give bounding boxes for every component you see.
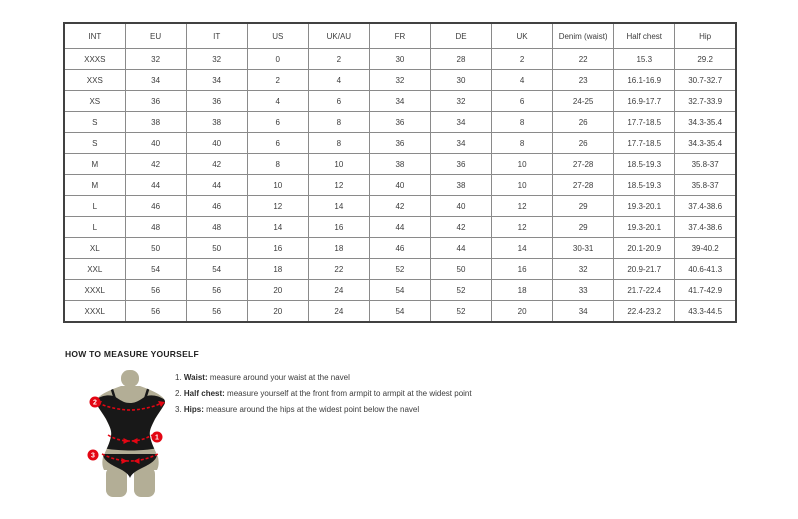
mannequin-illustration (82, 370, 178, 498)
table-cell: 40.6-41.3 (675, 259, 736, 280)
table-cell: 52 (369, 259, 430, 280)
table-cell: 32 (430, 91, 491, 112)
table-cell: 43.3-44.5 (675, 301, 736, 323)
table-cell: 20 (247, 301, 308, 323)
table-cell: 17.7-18.5 (614, 133, 675, 154)
table-cell: 0 (247, 49, 308, 70)
table-cell: 2 (247, 70, 308, 91)
table-cell: 8 (492, 133, 553, 154)
table-cell: 34 (369, 91, 430, 112)
table-cell: 8 (308, 133, 369, 154)
table-cell: L (64, 217, 125, 238)
table-row (64, 238, 736, 259)
table-cell: 12 (492, 196, 553, 217)
table-cell: 40 (430, 196, 491, 217)
table-cell: 8 (247, 154, 308, 175)
table-cell: 6 (247, 133, 308, 154)
badge-chest (90, 397, 101, 408)
table-cell: 15.3 (614, 49, 675, 70)
table-row (64, 49, 736, 70)
table-cell: 50 (430, 259, 491, 280)
table-cell: 54 (369, 301, 430, 323)
table-cell: 6 (308, 91, 369, 112)
table-cell: 34 (430, 133, 491, 154)
svg-text:3: 3 (91, 452, 95, 460)
table-cell: 36 (430, 154, 491, 175)
left-thigh (106, 467, 127, 497)
table-cell: XXL (64, 259, 125, 280)
table-cell: 54 (125, 259, 186, 280)
table-cell: XXXL (64, 301, 125, 323)
table-cell: 6 (492, 91, 553, 112)
table-cell: 14 (492, 238, 553, 259)
table-cell: 14 (247, 217, 308, 238)
table-cell: XXS (64, 70, 125, 91)
column-header: Denim (waist) (553, 23, 614, 49)
table-cell: 29.2 (675, 49, 736, 70)
table-cell: 42 (186, 154, 247, 175)
table-cell: 32 (186, 49, 247, 70)
table-cell: 23 (553, 70, 614, 91)
table-cell: 56 (186, 280, 247, 301)
instruction-text: measure around your waist at the navel (207, 373, 350, 382)
instruction-number: 2. (175, 389, 182, 398)
table-cell: 18 (308, 238, 369, 259)
table-cell: 16.9-17.7 (614, 91, 675, 112)
table-cell: 8 (308, 112, 369, 133)
table-cell: 20 (247, 280, 308, 301)
table-cell: 16 (247, 238, 308, 259)
table-cell: 36 (186, 91, 247, 112)
instruction-number: 3. (175, 405, 182, 414)
table-cell: 54 (186, 259, 247, 280)
table-cell: 24 (308, 280, 369, 301)
column-header: UK/AU (308, 23, 369, 49)
table-cell: 4 (492, 70, 553, 91)
column-header: Hip (675, 23, 736, 49)
table-cell: 38 (186, 112, 247, 133)
table-cell: 34.3-35.4 (675, 133, 736, 154)
table-cell: 20.1-20.9 (614, 238, 675, 259)
table-row (64, 91, 736, 112)
instruction-waist (175, 370, 472, 386)
table-cell: 40 (186, 133, 247, 154)
column-header: INT (64, 23, 125, 49)
table-cell: 40 (369, 175, 430, 196)
table-cell: 16 (308, 217, 369, 238)
table-cell: 38 (430, 175, 491, 196)
table-cell: 42 (125, 154, 186, 175)
table-cell: 56 (125, 301, 186, 323)
table-row (64, 196, 736, 217)
table-cell: 56 (125, 280, 186, 301)
instruction-hips (175, 402, 472, 418)
size-table-head (64, 23, 736, 49)
table-cell: 54 (369, 280, 430, 301)
table-cell: 30 (430, 70, 491, 91)
column-header: EU (125, 23, 186, 49)
table-cell: 6 (247, 112, 308, 133)
table-cell: 4 (247, 91, 308, 112)
table-cell: 38 (125, 112, 186, 133)
table-row (64, 154, 736, 175)
table-row (64, 217, 736, 238)
measurement-figure (82, 370, 178, 498)
table-cell: 46 (186, 196, 247, 217)
column-header: IT (186, 23, 247, 49)
table-cell: 33 (553, 280, 614, 301)
table-cell: 24 (308, 301, 369, 323)
table-row (64, 175, 736, 196)
table-cell: 46 (125, 196, 186, 217)
table-cell: 14 (308, 196, 369, 217)
table-cell: 10 (492, 175, 553, 196)
instruction-half-chest (175, 386, 472, 402)
table-cell: 32 (553, 259, 614, 280)
table-cell: 32 (125, 49, 186, 70)
table-cell: 29 (553, 196, 614, 217)
table-cell: 50 (125, 238, 186, 259)
table-row (64, 133, 736, 154)
table-cell: S (64, 133, 125, 154)
table-cell: 18 (492, 280, 553, 301)
table-cell: 30.7-32.7 (675, 70, 736, 91)
measure-instructions (175, 370, 472, 418)
table-cell: M (64, 175, 125, 196)
table-cell: 50 (186, 238, 247, 259)
table-cell: 20.9-21.7 (614, 259, 675, 280)
table-cell: 16.1-16.9 (614, 70, 675, 91)
table-cell: 22 (553, 49, 614, 70)
column-header: US (247, 23, 308, 49)
table-cell: 52 (430, 280, 491, 301)
table-cell: 19.3-20.1 (614, 196, 675, 217)
svg-text:2: 2 (93, 399, 97, 407)
table-cell: 42 (369, 196, 430, 217)
header-row (64, 23, 736, 49)
table-cell: 48 (125, 217, 186, 238)
table-cell: 10 (247, 175, 308, 196)
table-cell: 34 (125, 70, 186, 91)
instruction-label: Half chest: (183, 389, 225, 398)
table-cell: L (64, 196, 125, 217)
instruction-text: measure around the hips at the widest point below the navel (203, 405, 420, 414)
table-cell: 29 (553, 217, 614, 238)
table-cell: 27-28 (553, 175, 614, 196)
column-header: Half chest (614, 23, 675, 49)
table-row (64, 301, 736, 323)
table-cell: 2 (492, 49, 553, 70)
badge-hips (88, 450, 99, 461)
svg-text:1: 1 (155, 434, 159, 442)
table-cell: 37.4-38.6 (675, 196, 736, 217)
table-cell: 32.7-33.9 (675, 91, 736, 112)
table-cell: 17.7-18.5 (614, 112, 675, 133)
instruction-label: Hips: (183, 405, 204, 414)
table-row (64, 70, 736, 91)
table-cell: 56 (186, 301, 247, 323)
table-cell: 52 (430, 301, 491, 323)
table-cell: 12 (492, 217, 553, 238)
table-cell: 28 (430, 49, 491, 70)
table-cell: 34 (186, 70, 247, 91)
table-cell: 42 (430, 217, 491, 238)
instruction-label: Waist: (183, 373, 208, 382)
table-cell: 38 (369, 154, 430, 175)
table-cell: 40 (125, 133, 186, 154)
table-cell: 30 (369, 49, 430, 70)
table-cell: 12 (247, 196, 308, 217)
table-cell: 26 (553, 133, 614, 154)
table-cell: 10 (492, 154, 553, 175)
table-cell: 16 (492, 259, 553, 280)
size-table (63, 22, 737, 323)
table-cell: 34 (553, 301, 614, 323)
table-cell: 32 (369, 70, 430, 91)
table-cell: M (64, 154, 125, 175)
table-cell: 46 (369, 238, 430, 259)
badge-waist (152, 432, 163, 443)
table-cell: 18.5-19.3 (614, 175, 675, 196)
table-cell: 36 (369, 112, 430, 133)
column-header: UK (492, 23, 553, 49)
column-header: FR (369, 23, 430, 49)
table-cell: 44 (430, 238, 491, 259)
table-cell: 36 (369, 133, 430, 154)
table-cell: 2 (308, 49, 369, 70)
table-cell: 36 (125, 91, 186, 112)
table-cell: 44 (186, 175, 247, 196)
table-row (64, 259, 736, 280)
table-cell: 34.3-35.4 (675, 112, 736, 133)
table-cell: XS (64, 91, 125, 112)
table-cell: XL (64, 238, 125, 259)
instruction-number: 1. (175, 373, 182, 382)
table-cell: 18 (247, 259, 308, 280)
table-cell: 27-28 (553, 154, 614, 175)
table-cell: 26 (553, 112, 614, 133)
table-cell: 22 (308, 259, 369, 280)
table-cell: 21.7-22.4 (614, 280, 675, 301)
table-row (64, 280, 736, 301)
table-cell: 12 (308, 175, 369, 196)
table-cell: S (64, 112, 125, 133)
instruction-text: measure yourself at the front from armpit to armpit at the widest point (224, 389, 472, 398)
size-table-body (64, 49, 736, 323)
column-header: DE (430, 23, 491, 49)
table-cell: 18.5-19.3 (614, 154, 675, 175)
table-cell: 24-25 (553, 91, 614, 112)
table-cell: XXXS (64, 49, 125, 70)
table-cell: 20 (492, 301, 553, 323)
table-cell: 35.8-37 (675, 175, 736, 196)
table-cell: 44 (369, 217, 430, 238)
table-cell: 35.8-37 (675, 154, 736, 175)
table-cell: 44 (125, 175, 186, 196)
table-cell: 41.7-42.9 (675, 280, 736, 301)
table-cell: 34 (430, 112, 491, 133)
table-cell: 37.4-38.6 (675, 217, 736, 238)
table-cell: 19.3-20.1 (614, 217, 675, 238)
table-row (64, 112, 736, 133)
table-cell: XXXL (64, 280, 125, 301)
measure-heading: HOW TO MEASURE YOURSELF (65, 349, 199, 359)
table-cell: 22.4-23.2 (614, 301, 675, 323)
table-cell: 4 (308, 70, 369, 91)
table-cell: 10 (308, 154, 369, 175)
table-cell: 8 (492, 112, 553, 133)
table-cell: 39-40.2 (675, 238, 736, 259)
table-cell: 48 (186, 217, 247, 238)
right-thigh (134, 467, 155, 497)
table-cell: 30-31 (553, 238, 614, 259)
